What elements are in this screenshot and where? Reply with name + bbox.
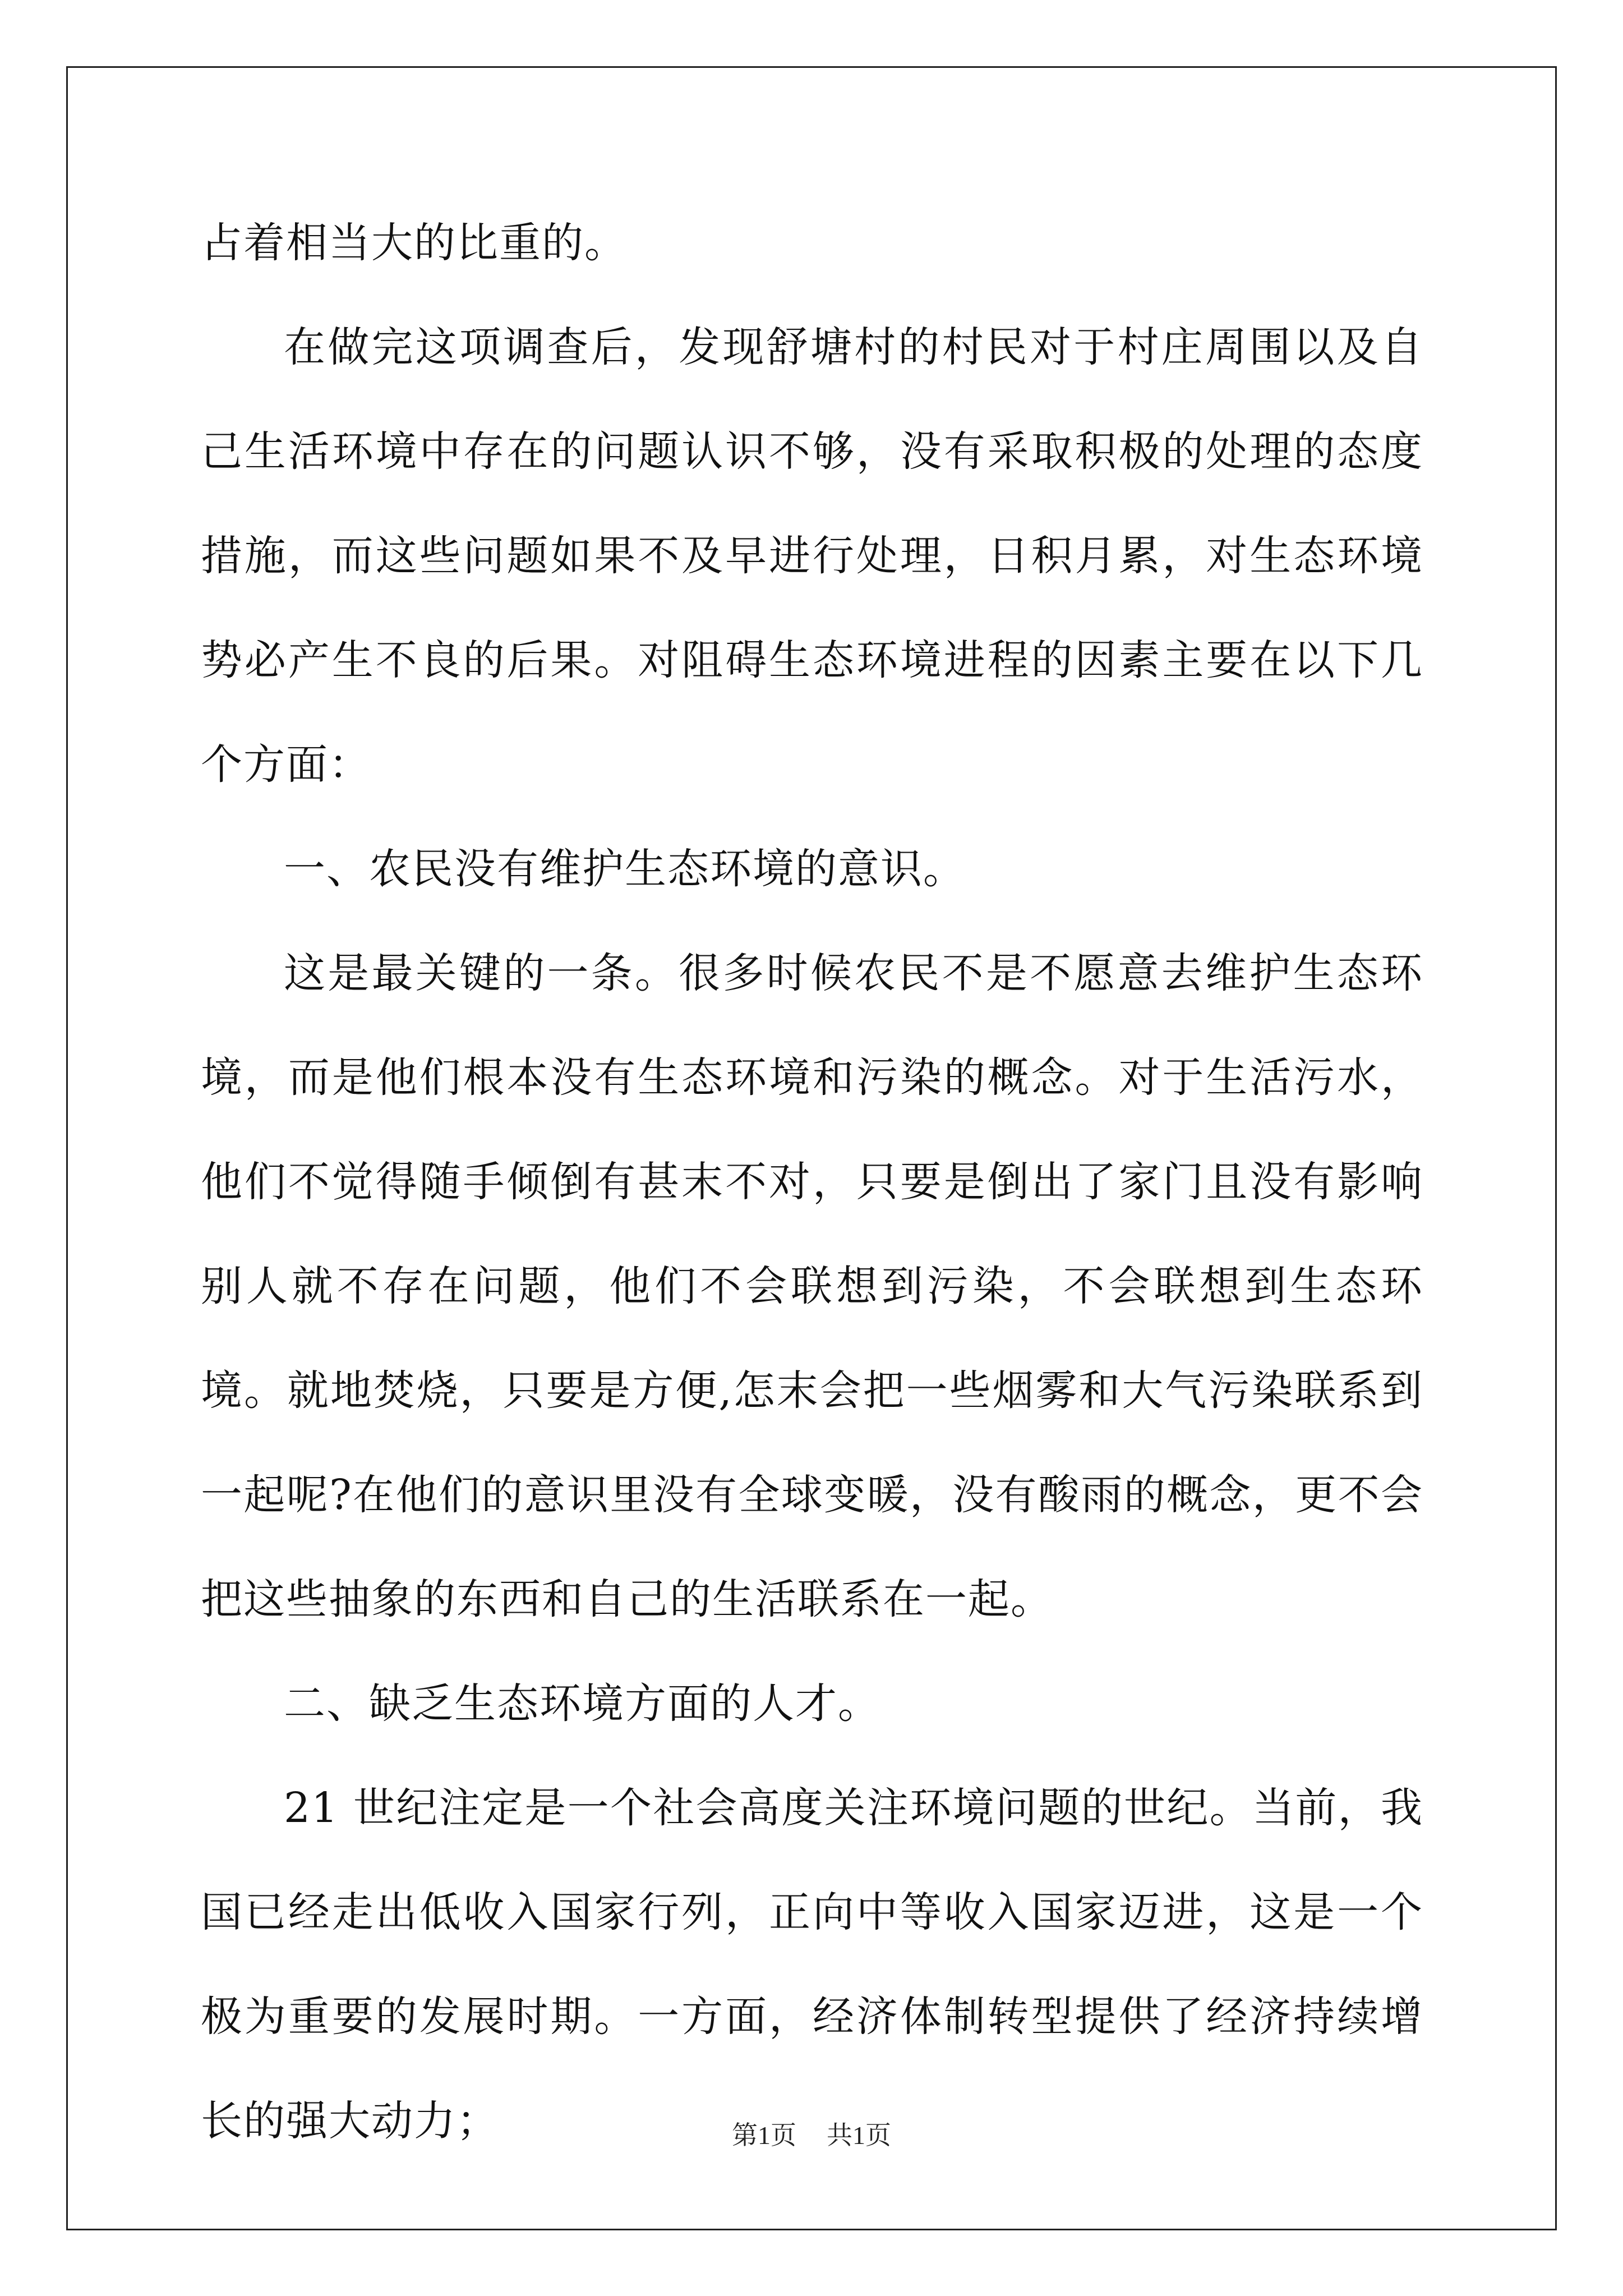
page-number: 第1页 xyxy=(732,2121,796,2150)
paragraph: 21 世纪注定是一个社会高度关注环境问题的世纪。当前，我国已经走出低收入国家行列，正向中等收入国家迈进，这是一个极为重要的发展时期。一方面，经济体制转型提供了经济持续增长的强大动力； xyxy=(201,1784,1423,2145)
section-heading: 一、农民没有维护生态环境的意识。 xyxy=(284,845,966,893)
document-body xyxy=(201,191,1423,2173)
paragraph: 这是最关键的一条。很多时候农民不是不愿意去维护生态环境，而是他们根本没有生态环境和污染的概念。对于生活污水，他们不觉得随手倾倒有甚末不对，只要是倒出了家门且没有影响别人就不存在问题，他们不会联想到污染，不会联想到生态环境。就地焚烧，只要是方便,怎末会把一些烟雾和大气污染联系到一起呢?在他们的意识里没有全球变暖，没有酸雨的概念，更不会把这些抽象的东西和自己的生活联系在一起。 xyxy=(201,949,1423,1623)
paragraph: 在做完这项调查后，发现舒塘村的村民对于村庄周围以及自己生活环境中存在的问题认识不够，没有采取积极的处理的态度措施，而这些问题如果不及早进行处理，日积月累，对生态环境势必产生不良的后果。对阻碍生态环境进程的因素主要在以下几个方面： xyxy=(201,323,1423,789)
section-heading: 二、缺乏生态环境方面的人才。 xyxy=(284,1680,880,1728)
page-total: 共1页 xyxy=(827,2121,891,2150)
paragraph: 占着相当大的比重的。 xyxy=(201,219,627,267)
page-footer xyxy=(0,2115,1623,2152)
